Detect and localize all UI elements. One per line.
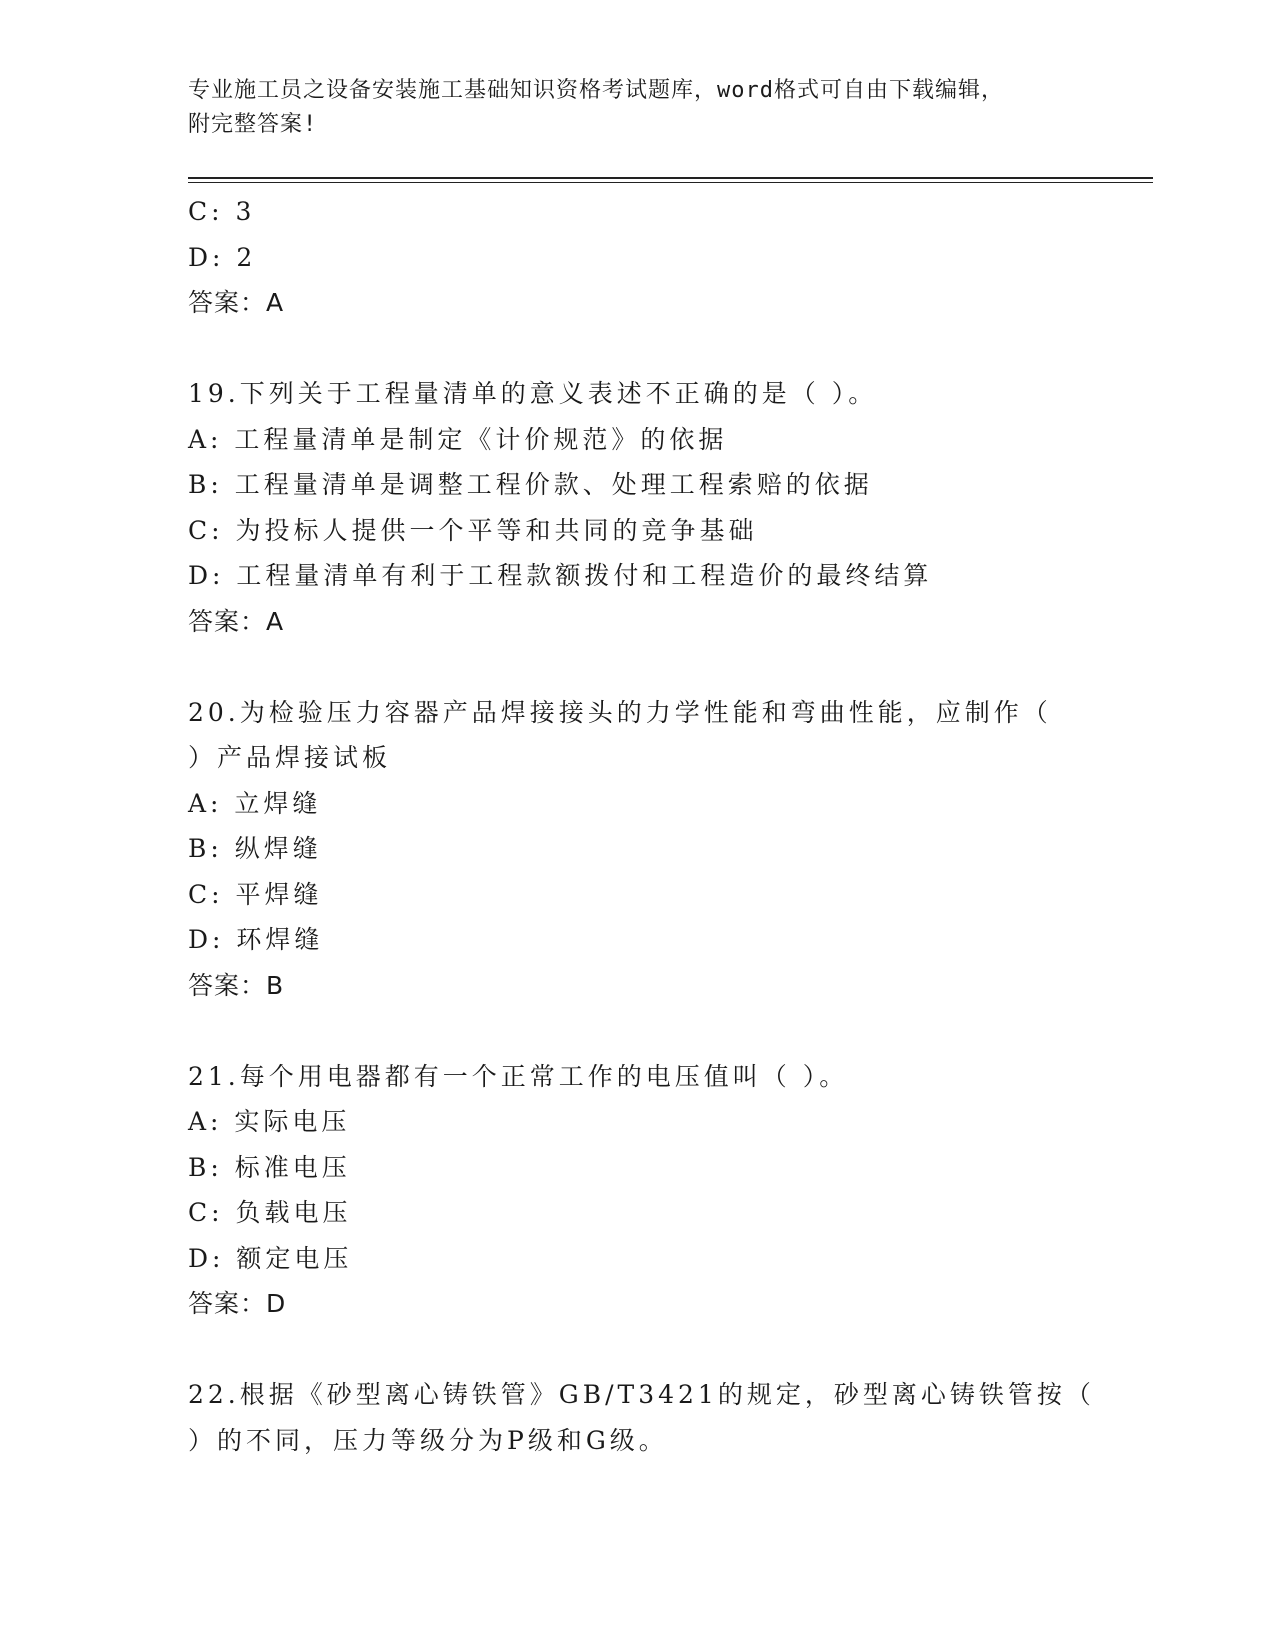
- option-d: D: 2: [188, 242, 257, 272]
- option-c: C: 负载电压: [188, 1198, 352, 1227]
- page-header: [188, 74, 1078, 142]
- option-b: B: 工程量清单是调整工程价款、处理工程索赔的依据: [188, 470, 873, 499]
- header-line-2: 附完整答案!: [188, 112, 318, 137]
- spacer: [188, 326, 1078, 372]
- option-c: C: 3: [188, 197, 256, 226]
- header-divider-thick: [188, 177, 1153, 179]
- question-list: [188, 189, 1095, 1463]
- header-line-1: 专业施工员之设备安装施工基础知识资格考试题库，word格式可自由下载编辑，: [188, 78, 1004, 103]
- option-b: B: 标准电压: [188, 1152, 351, 1182]
- option-a: A: 立焊缝: [188, 788, 322, 818]
- question-19: [188, 371, 1078, 644]
- spacer: [188, 1008, 1078, 1054]
- spacer: [188, 1327, 1078, 1373]
- question-21: [188, 1054, 1078, 1327]
- question-stem: 21.每个用电器都有一个正常工作的电压值叫（ ）。: [188, 1061, 849, 1091]
- header-divider-thin: [188, 182, 1153, 183]
- question-stem: 20.为检验压力容器产品焊接接头的力学性能和弯曲性能，应制作（: [188, 697, 1052, 727]
- option-b: B: 纵焊缝: [188, 834, 322, 863]
- answer-line: 答案：A: [188, 288, 285, 317]
- option-c: C: 平焊缝: [188, 879, 323, 909]
- option-d: D: 环焊缝: [188, 925, 324, 954]
- spacer: [188, 644, 1078, 690]
- question-20: [188, 690, 1078, 1009]
- answer-line: 答案：B: [188, 970, 285, 1000]
- answer-line: 答案：D: [188, 1289, 287, 1318]
- option-d: D: 额定电压: [188, 1243, 353, 1273]
- question-22: [188, 1372, 1095, 1463]
- question-stem-continued: ）的不同，压力等级分为P级和G级。: [188, 1425, 668, 1455]
- option-a: A: 实际电压: [188, 1107, 351, 1136]
- question-stem: 19.下列关于工程量清单的意义表述不正确的是（ ）。: [188, 379, 878, 408]
- answer-line: 答案：A: [188, 606, 285, 636]
- option-c: C: 为投标人提供一个平等和共同的竞争基础: [188, 515, 758, 545]
- option-a: A: 工程量清单是制定《计价规范》的依据: [188, 424, 728, 454]
- question-stem: 22.根据《砂型离心铸铁管》GB/T3421的规定，砂型离心铸铁管按（: [188, 1380, 1095, 1409]
- previous-question-tail: [188, 189, 1078, 326]
- question-stem-continued: ）产品焊接试板: [188, 743, 392, 772]
- option-d: D: 工程量清单有利于工程款额拨付和工程造价的最终结算: [188, 561, 933, 590]
